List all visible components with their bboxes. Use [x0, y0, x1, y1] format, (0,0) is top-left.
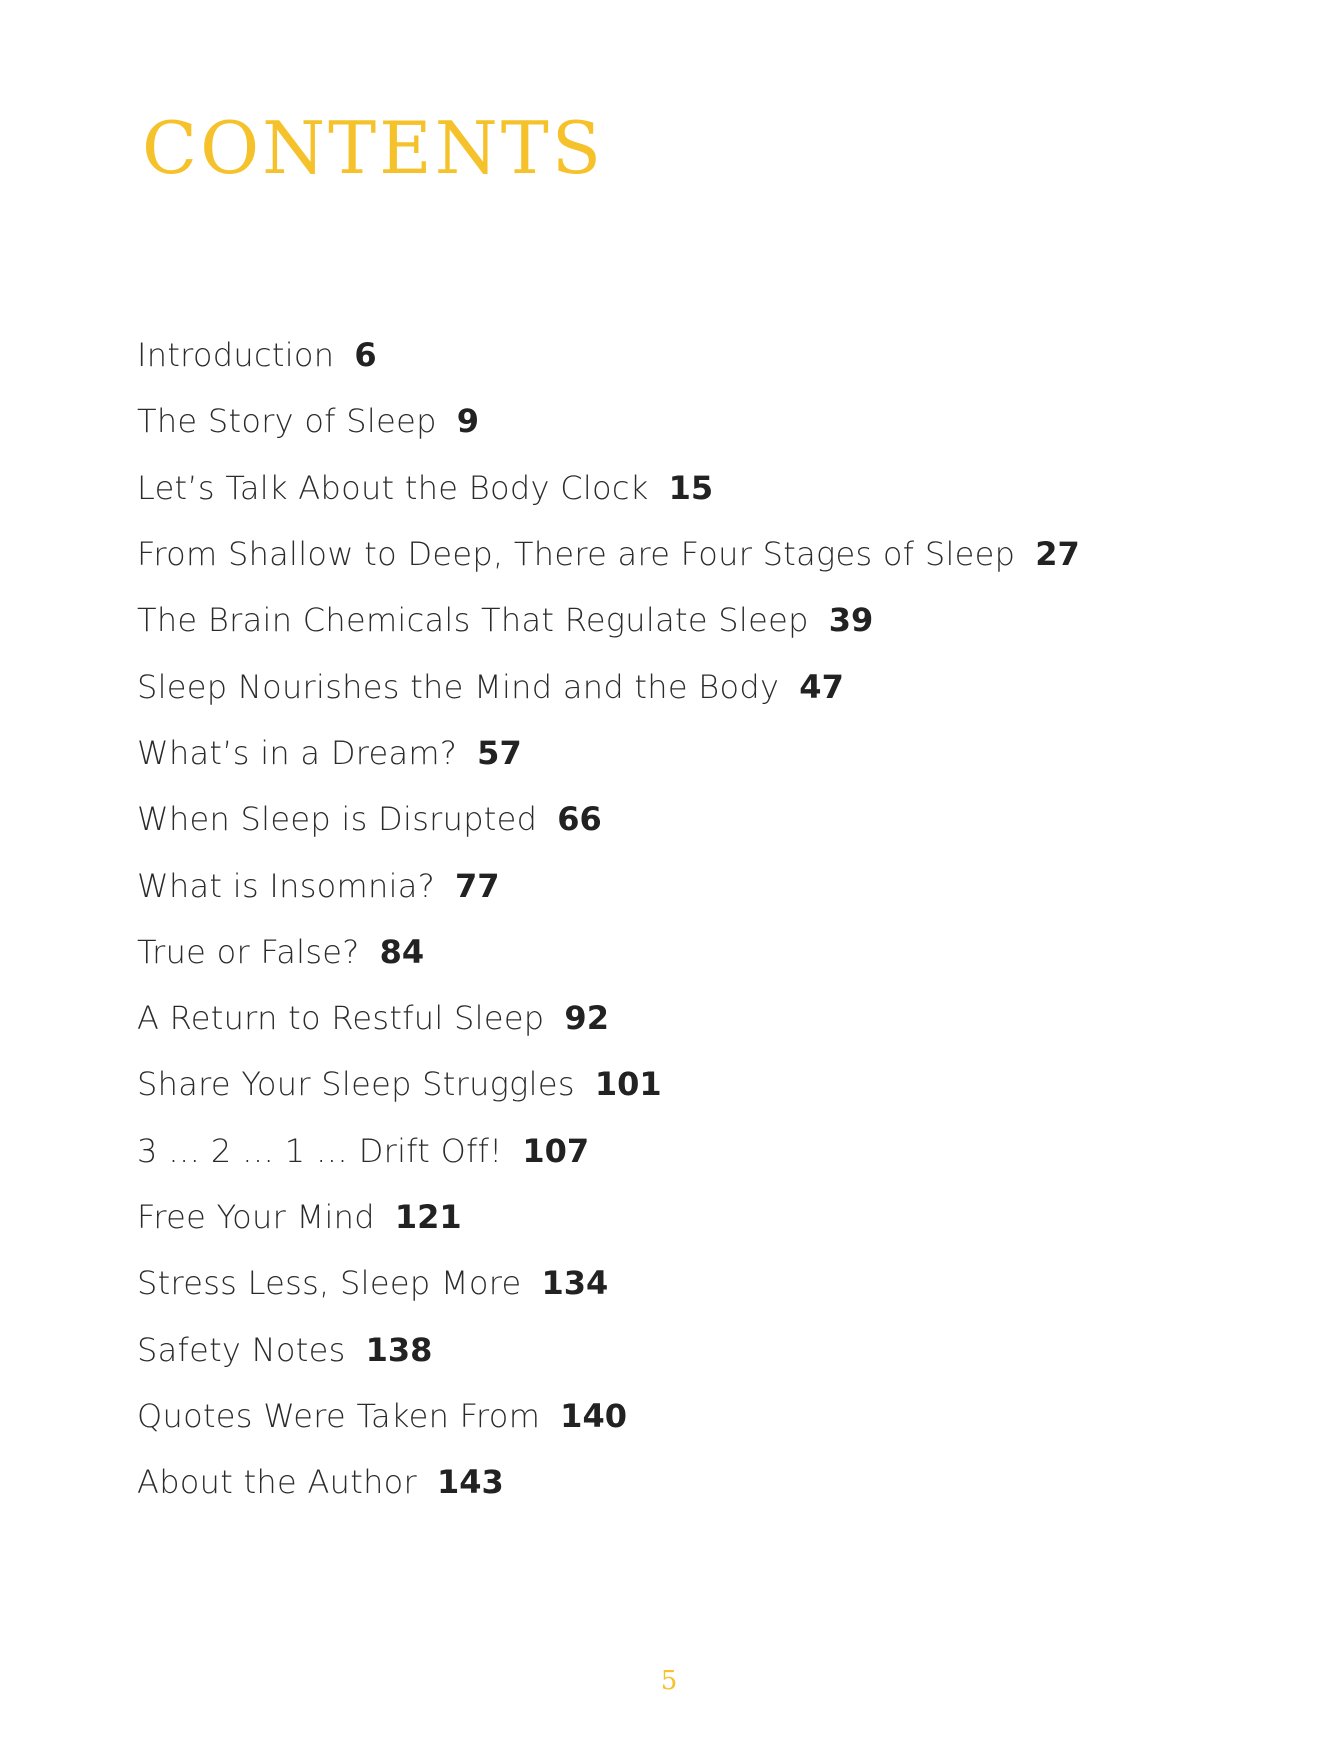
page-number: 5	[660, 1666, 678, 1696]
toc-entry-title: Sleep Nourishes the Mind and the Body	[137, 667, 780, 706]
toc-entry-title: Free Your Mind	[137, 1198, 375, 1236]
toc-entry-title: A Return to Restful Sleep	[137, 999, 545, 1038]
toc-entry-page-number: 27	[1035, 535, 1080, 574]
toc-entry-title: Introduction	[137, 336, 335, 375]
toc-entry-page-number: 107	[522, 1131, 590, 1170]
toc-entry[interactable]	[137, 653, 1080, 719]
toc-entry-title: 3 … 2 … 1 … Drift Off!	[137, 1131, 503, 1170]
toc-entry-title: From Shallow to Deep, There are Four Stages of Sleep	[137, 535, 1016, 574]
toc-entry[interactable]	[137, 720, 1080, 786]
toc-entry-page-number: 101	[594, 1065, 662, 1104]
toc-entry-page-number: 6	[354, 336, 377, 375]
toc-entry[interactable]	[137, 388, 1080, 454]
toc-entry[interactable]	[137, 587, 1080, 653]
toc-entry-title: Stress Less, Sleep More	[137, 1264, 522, 1303]
toc-entry[interactable]	[137, 919, 1080, 985]
toc-entry-page-number: 57	[477, 733, 522, 772]
toc-entry-title: True or False?	[137, 932, 360, 971]
toc-entry-title: Safety Notes	[137, 1330, 346, 1369]
toc-entry-page-number: 47	[799, 667, 844, 706]
toc-entry-title: Share Your Sleep Struggles	[137, 1065, 575, 1104]
toc-entry[interactable]	[137, 455, 1080, 521]
toc-entry-title: When Sleep is Disrupted	[137, 800, 538, 839]
table-of-contents	[137, 322, 1080, 1515]
toc-entry[interactable]	[137, 1184, 1080, 1250]
toc-entry-page-number: 15	[668, 468, 714, 507]
toc-entry-title: What is Insomnia?	[137, 866, 435, 905]
toc-entry-page-number: 140	[560, 1396, 627, 1435]
toc-entry[interactable]	[137, 985, 1080, 1051]
toc-entry[interactable]	[137, 1051, 1080, 1117]
toc-entry-page-number: 134	[541, 1264, 609, 1303]
toc-entry-title: Let’s Talk About the Body Clock	[137, 468, 649, 507]
toc-entry[interactable]	[137, 786, 1080, 852]
toc-entry[interactable]	[137, 852, 1080, 918]
toc-entry-title: The Story of Sleep	[137, 402, 437, 441]
toc-entry[interactable]	[137, 1383, 1080, 1449]
toc-entry-title: What’s in a Dream?	[137, 733, 458, 772]
page-title: CONTENTS	[142, 106, 605, 190]
toc-entry-title: About the Author	[137, 1463, 418, 1502]
toc-entry[interactable]	[137, 1449, 1080, 1515]
toc-entry-page-number: 92	[564, 999, 609, 1038]
toc-entry[interactable]	[137, 322, 1080, 388]
toc-entry-page-number: 77	[455, 866, 500, 905]
toc-entry[interactable]	[137, 1250, 1080, 1316]
toc-entry-page-number: 121	[394, 1198, 462, 1236]
toc-entry-page-number: 143	[437, 1463, 504, 1502]
toc-entry-page-number: 66	[557, 800, 602, 839]
toc-entry[interactable]	[137, 521, 1080, 587]
toc-entry-page-number: 39	[828, 601, 874, 640]
toc-entry[interactable]	[137, 1118, 1080, 1184]
toc-entry-page-number: 9	[456, 402, 479, 441]
toc-entry-title: The Brain Chemicals That Regulate Sleep	[137, 601, 809, 640]
toc-entry-page-number: 138	[365, 1330, 433, 1369]
toc-entry-title: Quotes Were Taken From	[137, 1396, 541, 1435]
toc-entry-page-number: 84	[379, 932, 425, 971]
toc-entry[interactable]	[137, 1316, 1080, 1382]
